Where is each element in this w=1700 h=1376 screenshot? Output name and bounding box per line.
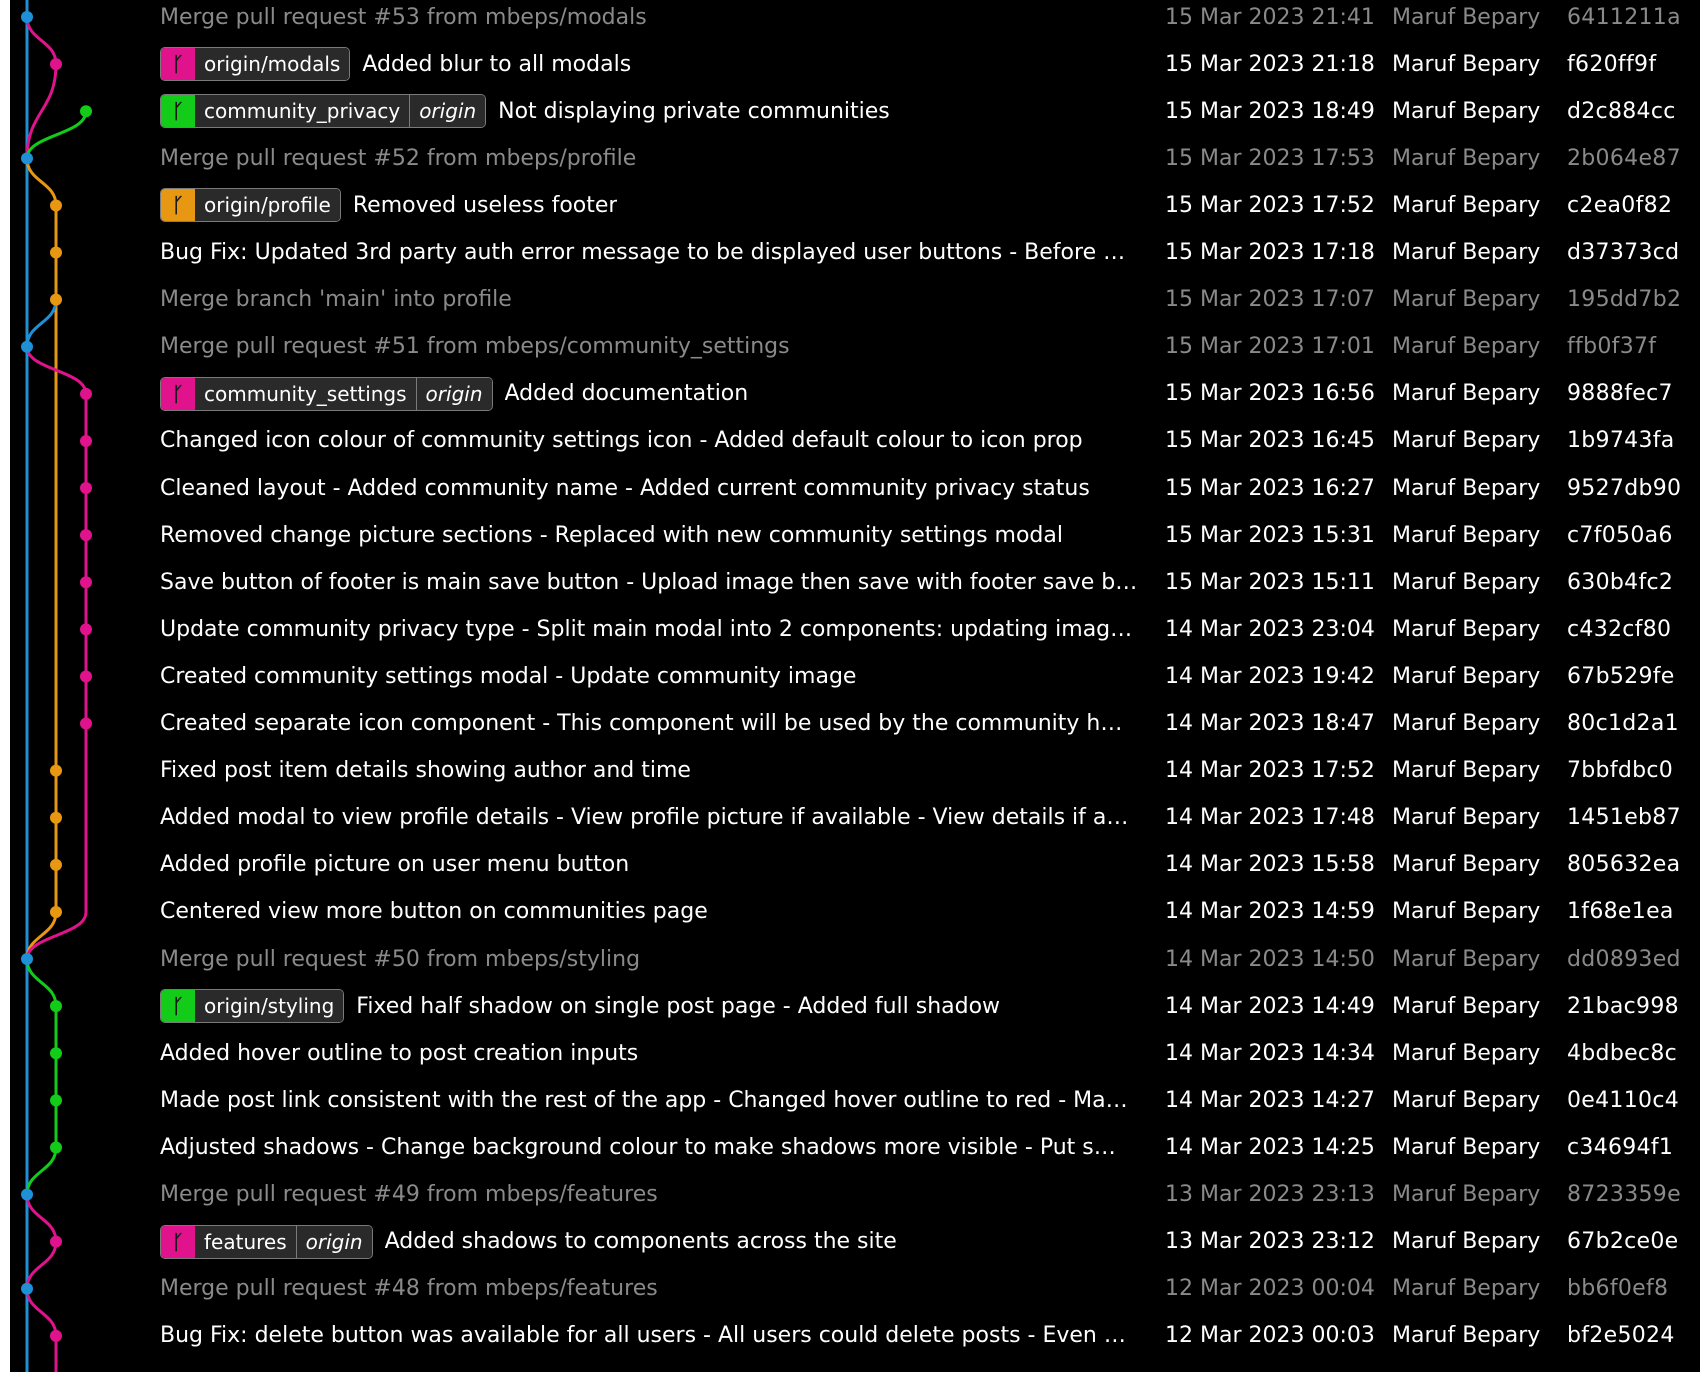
commit-message-cell bbox=[160, 936, 1150, 983]
commit-message-cell bbox=[160, 323, 1150, 370]
commit-date: 14 Mar 2023 18:47 bbox=[1165, 711, 1375, 736]
commit-hash: ffb0f37f bbox=[1567, 334, 1657, 360]
commit-date: 15 Mar 2023 21:41 bbox=[1165, 4, 1375, 30]
commit-date: 14 Mar 2023 14:25 bbox=[1165, 1134, 1375, 1160]
commit-hash: 6411211a bbox=[1567, 4, 1681, 30]
commit-row[interactable] bbox=[10, 1218, 1700, 1265]
commit-row[interactable] bbox=[10, 1171, 1700, 1218]
commit-message: Merge pull request #53 from mbeps/modals bbox=[160, 4, 647, 30]
commit-message: Added shadows to components across the site bbox=[384, 1229, 897, 1255]
commit-hash: 67b2ce0e bbox=[1567, 1229, 1679, 1255]
commit-date: 15 Mar 2023 16:56 bbox=[1165, 381, 1375, 407]
commit-message: Not displaying private communities bbox=[498, 98, 890, 124]
commit-author: Maruf Bepary bbox=[1392, 1182, 1541, 1207]
commit-author: Maruf Bepary bbox=[1392, 663, 1541, 689]
commit-date: 14 Mar 2023 14:49 bbox=[1165, 993, 1375, 1019]
commit-author: Maruf Bepary bbox=[1392, 240, 1541, 265]
commit-row[interactable] bbox=[10, 1265, 1700, 1312]
commit-date: 14 Mar 2023 14:34 bbox=[1165, 1040, 1375, 1066]
commit-message-cell bbox=[160, 182, 1150, 229]
branch-name: features bbox=[195, 1226, 296, 1258]
commit-date: 14 Mar 2023 14:59 bbox=[1165, 899, 1375, 925]
commit-row[interactable] bbox=[10, 794, 1700, 841]
commit-author: Maruf Bepary bbox=[1392, 51, 1541, 77]
commit-row[interactable] bbox=[10, 0, 1700, 41]
commit-author: Maruf Bepary bbox=[1392, 993, 1541, 1019]
branch-icon: ᚴ bbox=[161, 48, 195, 80]
commit-message: Removed change picture sections - Replaced with new community settings modal bbox=[160, 522, 1063, 548]
commit-message: Merge pull request #51 from mbeps/community_settings bbox=[160, 334, 790, 360]
commit-date: 14 Mar 2023 14:50 bbox=[1165, 946, 1375, 972]
commit-author: Maruf Bepary bbox=[1392, 946, 1541, 972]
commit-row[interactable] bbox=[10, 1030, 1700, 1077]
commit-message-cell bbox=[160, 606, 1150, 653]
remote-name: origin bbox=[296, 1226, 372, 1258]
commit-message-cell bbox=[160, 1265, 1150, 1312]
commit-message-cell bbox=[160, 512, 1150, 559]
commit-message: Added blur to all modals bbox=[362, 51, 632, 77]
commit-author: Maruf Bepary bbox=[1392, 334, 1541, 360]
commit-hash: bb6f0ef8 bbox=[1567, 1276, 1669, 1302]
commit-row[interactable] bbox=[10, 417, 1700, 464]
commit-message: Centered view more button on communities page bbox=[160, 899, 708, 925]
commit-message-cell bbox=[160, 41, 1150, 88]
commit-date: 14 Mar 2023 23:04 bbox=[1165, 616, 1375, 642]
commit-date: 15 Mar 2023 16:45 bbox=[1165, 428, 1375, 454]
commit-row[interactable] bbox=[10, 653, 1700, 700]
commit-hash: 0e4110c4 bbox=[1567, 1087, 1680, 1113]
commit-message-cell bbox=[160, 465, 1150, 512]
commit-message: Changed icon colour of community settings icon - Added default colour to icon prop bbox=[160, 428, 1083, 454]
commit-author: Maruf Bepary bbox=[1392, 428, 1541, 454]
commit-hash: d37373cd bbox=[1567, 240, 1680, 265]
commit-message-cell bbox=[160, 1171, 1150, 1218]
commit-author: Maruf Bepary bbox=[1392, 616, 1541, 642]
commit-message-cell bbox=[160, 747, 1150, 794]
commit-hash: 80c1d2a1 bbox=[1567, 711, 1679, 736]
commit-author: Maruf Bepary bbox=[1392, 145, 1541, 171]
commit-hash: c432cf80 bbox=[1567, 616, 1672, 642]
commit-author: Maruf Bepary bbox=[1392, 852, 1541, 878]
commit-message: Added documentation bbox=[504, 381, 749, 407]
commit-author: Maruf Bepary bbox=[1392, 758, 1541, 784]
commit-date: 15 Mar 2023 17:07 bbox=[1165, 287, 1375, 313]
commit-message-cell bbox=[160, 700, 1150, 747]
commit-message-cell bbox=[160, 135, 1150, 182]
commit-message-cell bbox=[160, 370, 1150, 417]
branch-icon: ᚴ bbox=[161, 378, 195, 410]
commit-message-cell bbox=[160, 653, 1150, 700]
commit-hash: 1f68e1ea bbox=[1567, 899, 1674, 925]
commit-author: Maruf Bepary bbox=[1392, 805, 1541, 831]
commit-row[interactable] bbox=[10, 841, 1700, 888]
commit-message-cell bbox=[160, 229, 1150, 276]
commit-row[interactable] bbox=[10, 323, 1700, 370]
commit-message-cell bbox=[160, 1312, 1150, 1359]
commit-message: Merge branch 'main' into profile bbox=[160, 287, 512, 313]
commit-author: Maruf Bepary bbox=[1392, 1323, 1541, 1349]
commit-row[interactable] bbox=[10, 370, 1700, 417]
commit-hash: 195dd7b2 bbox=[1567, 287, 1682, 313]
commit-row[interactable] bbox=[10, 1077, 1700, 1124]
commit-message-cell bbox=[160, 841, 1150, 888]
commit-author: Maruf Bepary bbox=[1392, 1134, 1541, 1160]
commit-hash: 1b9743fa bbox=[1567, 428, 1675, 454]
commit-message-cell bbox=[160, 1218, 1150, 1265]
commit-message: Adjusted shadows - Change background colour to make shadows more visible - Put s… bbox=[160, 1134, 1116, 1160]
commit-author: Maruf Bepary bbox=[1392, 1040, 1541, 1066]
commit-date: 14 Mar 2023 14:27 bbox=[1165, 1087, 1375, 1113]
commit-author: Maruf Bepary bbox=[1392, 1087, 1541, 1113]
commit-message: Added modal to view profile details - View profile picture if available - View details if a… bbox=[160, 805, 1129, 831]
branch-ref-badge[interactable] bbox=[160, 377, 493, 411]
commit-message: Save button of footer is main save button - Upload image then save with footer save b… bbox=[160, 569, 1138, 595]
commit-message: Fixed post item details showing author and time bbox=[160, 758, 691, 784]
commit-date: 15 Mar 2023 15:11 bbox=[1165, 569, 1375, 595]
commit-message: Created community settings modal - Update community image bbox=[160, 663, 857, 689]
commit-row[interactable] bbox=[10, 135, 1700, 182]
commit-author: Maruf Bepary bbox=[1392, 522, 1541, 548]
commit-row[interactable] bbox=[10, 747, 1700, 794]
branch-icon: ᚴ bbox=[161, 990, 195, 1022]
commit-row[interactable] bbox=[10, 229, 1700, 276]
commit-date: 13 Mar 2023 23:12 bbox=[1165, 1229, 1375, 1255]
commit-date: 15 Mar 2023 16:27 bbox=[1165, 475, 1375, 501]
commit-message: Removed useless footer bbox=[352, 192, 618, 218]
commit-author: Maruf Bepary bbox=[1392, 381, 1541, 407]
commit-message: Merge pull request #50 from mbeps/styling bbox=[160, 946, 641, 972]
commit-message-cell bbox=[160, 1077, 1150, 1124]
commit-date: 15 Mar 2023 15:31 bbox=[1165, 522, 1375, 548]
commit-author: Maruf Bepary bbox=[1392, 899, 1541, 925]
commit-message-cell bbox=[160, 559, 1150, 606]
commit-row[interactable] bbox=[10, 41, 1700, 88]
commit-date: 14 Mar 2023 15:58 bbox=[1165, 852, 1375, 878]
commit-date: 14 Mar 2023 19:42 bbox=[1165, 663, 1375, 689]
commit-hash: c2ea0f82 bbox=[1567, 192, 1673, 218]
branch-ref-badge[interactable] bbox=[160, 989, 344, 1023]
commit-author: Maruf Bepary bbox=[1392, 1276, 1541, 1302]
commit-message-cell bbox=[160, 1124, 1150, 1171]
commit-row[interactable] bbox=[10, 276, 1700, 323]
commit-author: Maruf Bepary bbox=[1392, 569, 1541, 595]
commit-hash: 9527db90 bbox=[1567, 475, 1682, 501]
branch-name: origin/modals bbox=[195, 48, 349, 80]
commit-hash: 1451eb87 bbox=[1567, 805, 1681, 831]
commit-hash: bf2e5024 bbox=[1567, 1323, 1675, 1349]
branch-icon: ᚴ bbox=[161, 95, 195, 127]
commit-hash: c34694f1 bbox=[1567, 1134, 1674, 1160]
commit-author: Maruf Bepary bbox=[1392, 1229, 1541, 1255]
commit-hash: 630b4fc2 bbox=[1567, 569, 1674, 595]
branch-ref-badge[interactable] bbox=[160, 1225, 373, 1259]
commit-row[interactable] bbox=[10, 559, 1700, 606]
commit-author: Maruf Bepary bbox=[1392, 98, 1541, 124]
commit-row[interactable] bbox=[10, 182, 1700, 229]
commit-hash: 9888fec7 bbox=[1567, 381, 1673, 407]
commit-row[interactable] bbox=[10, 512, 1700, 559]
commit-hash: 8723359e bbox=[1567, 1182, 1681, 1207]
commit-message: Created separate icon component - This component will be used by the community h… bbox=[160, 711, 1123, 737]
commit-message: Fixed half shadow on single post page - Added full shadow bbox=[356, 993, 1001, 1019]
branch-name: origin/styling bbox=[195, 990, 343, 1022]
commit-message-cell bbox=[160, 888, 1150, 935]
commit-message-cell bbox=[160, 1030, 1150, 1077]
commit-message-cell bbox=[160, 276, 1150, 323]
commit-log-view bbox=[10, 0, 1700, 1372]
commit-hash: 7bbfdbc0 bbox=[1567, 758, 1674, 784]
commit-hash: c7f050a6 bbox=[1567, 522, 1673, 548]
commit-row[interactable] bbox=[10, 983, 1700, 1030]
commit-hash: 67b529fe bbox=[1567, 663, 1675, 689]
commit-date: 15 Mar 2023 17:53 bbox=[1165, 145, 1375, 171]
commit-date: 12 Mar 2023 00:03 bbox=[1165, 1323, 1375, 1349]
commit-date: 14 Mar 2023 17:52 bbox=[1165, 758, 1375, 784]
commit-message: Merge pull request #52 from mbeps/profile bbox=[160, 145, 637, 171]
commit-hash: 21bac998 bbox=[1567, 993, 1679, 1019]
commit-message: Added hover outline to post creation inputs bbox=[160, 1040, 639, 1066]
commit-date: 15 Mar 2023 17:52 bbox=[1165, 192, 1375, 218]
remote-name: origin bbox=[416, 378, 492, 410]
commit-row[interactable] bbox=[10, 606, 1700, 653]
commit-row[interactable] bbox=[10, 88, 1700, 135]
branch-icon: ᚴ bbox=[161, 1226, 195, 1258]
commit-row[interactable] bbox=[10, 1312, 1700, 1359]
commit-hash: 805632ea bbox=[1567, 852, 1681, 878]
commit-hash: d2c884cc bbox=[1567, 98, 1676, 124]
commit-date: 15 Mar 2023 17:01 bbox=[1165, 334, 1375, 360]
commit-date: 13 Mar 2023 23:13 bbox=[1165, 1182, 1375, 1207]
commit-hash: f620ff9f bbox=[1567, 51, 1657, 77]
branch-ref-badge[interactable] bbox=[160, 47, 350, 81]
commit-date: 15 Mar 2023 17:18 bbox=[1165, 240, 1375, 265]
commit-hash: 2b064e87 bbox=[1567, 145, 1681, 171]
commit-message: Made post link consistent with the rest of the app - Changed hover outline to red - Ma… bbox=[160, 1087, 1128, 1113]
commit-author: Maruf Bepary bbox=[1392, 4, 1541, 30]
commit-row[interactable] bbox=[10, 465, 1700, 512]
commit-author: Maruf Bepary bbox=[1392, 192, 1541, 218]
commit-author: Maruf Bepary bbox=[1392, 475, 1541, 501]
commit-message: Merge pull request #49 from mbeps/features bbox=[160, 1182, 658, 1208]
commit-date: 15 Mar 2023 21:18 bbox=[1165, 51, 1375, 77]
commit-row[interactable] bbox=[10, 888, 1700, 935]
commit-row[interactable] bbox=[10, 1124, 1700, 1171]
commit-message-cell bbox=[160, 88, 1150, 135]
commit-message-cell bbox=[160, 983, 1150, 1030]
commit-row[interactable] bbox=[10, 700, 1700, 747]
branch-ref-badge[interactable] bbox=[160, 188, 341, 222]
commit-row[interactable] bbox=[10, 936, 1700, 983]
commit-hash: 4bdbec8c bbox=[1567, 1040, 1678, 1066]
commit-author: Maruf Bepary bbox=[1392, 287, 1541, 313]
commit-date: 12 Mar 2023 00:04 bbox=[1165, 1276, 1375, 1302]
commit-hash: dd0893ed bbox=[1567, 946, 1681, 972]
commit-author: Maruf Bepary bbox=[1392, 711, 1541, 736]
branch-icon: ᚴ bbox=[161, 189, 195, 221]
commit-date: 14 Mar 2023 17:48 bbox=[1165, 805, 1375, 831]
branch-name: community_privacy bbox=[195, 95, 409, 127]
commit-message: Bug Fix: delete button was available for all users - All users could delete posts - Even … bbox=[160, 1323, 1126, 1349]
branch-ref-badge[interactable] bbox=[160, 94, 486, 128]
commit-message: Bug Fix: Updated 3rd party auth error message to be displayed user buttons - Before … bbox=[160, 240, 1126, 266]
commit-message-cell bbox=[160, 794, 1150, 841]
commit-date: 15 Mar 2023 18:49 bbox=[1165, 98, 1375, 124]
branch-name: community_settings bbox=[195, 378, 416, 410]
commit-message: Added profile picture on user menu button bbox=[160, 852, 630, 878]
commit-message-cell bbox=[160, 0, 1150, 41]
commit-message: Cleaned layout - Added community name - Added current community privacy status bbox=[160, 475, 1090, 501]
commit-message: Merge pull request #48 from mbeps/features bbox=[160, 1276, 658, 1302]
remote-name: origin bbox=[409, 95, 485, 127]
commit-message-cell bbox=[160, 417, 1150, 464]
commit-message: Update community privacy type - Split main modal into 2 components: updating imag… bbox=[160, 616, 1133, 642]
branch-name: origin/profile bbox=[195, 189, 340, 221]
